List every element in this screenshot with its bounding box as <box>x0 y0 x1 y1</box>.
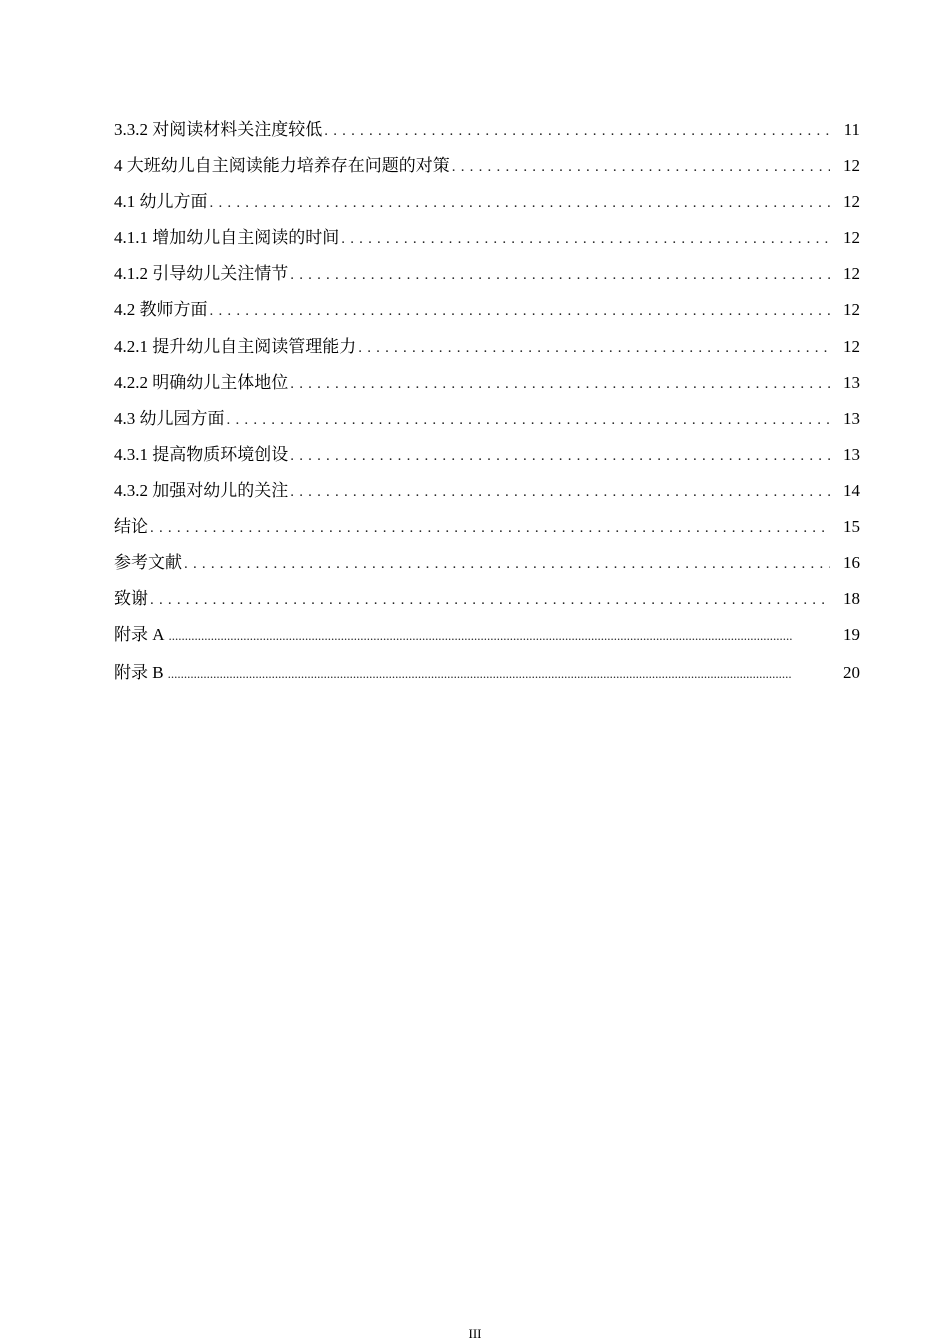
dot-leader <box>358 334 830 362</box>
toc-entry[interactable] <box>114 260 860 296</box>
dot-leader <box>227 406 831 434</box>
toc-entry[interactable] <box>114 152 860 188</box>
toc-entry[interactable] <box>114 296 860 332</box>
toc-entry-page: 12 <box>843 228 860 248</box>
toc-entry-page: 14 <box>843 480 860 500</box>
dot-leader <box>341 225 830 253</box>
toc-entry-page: 11 <box>843 120 860 139</box>
toc-entry-title: 4.3 幼儿园方面 <box>114 408 225 428</box>
toc-entry-page: 18 <box>843 589 860 609</box>
toc-entry-appendix-b[interactable] <box>114 659 860 697</box>
toc-entry-title: 附录 A <box>114 625 165 645</box>
toc-entry-page: 19 <box>843 625 860 645</box>
toc-entry-appendix-a[interactable] <box>114 621 860 659</box>
dot-leader <box>452 153 830 181</box>
dot-leader <box>290 478 830 506</box>
dot-leader <box>210 297 831 325</box>
toc-entry-title: 4 大班幼儿自主阅读能力培养存在问题的对策 <box>114 156 450 176</box>
dot-leader <box>184 550 830 578</box>
toc-entry-page: 12 <box>843 264 860 284</box>
dot-leader <box>290 442 830 470</box>
toc-entry[interactable] <box>114 441 860 477</box>
toc-entry-page: 13 <box>843 444 860 464</box>
dot-leader <box>290 370 830 398</box>
toc-entry-title: 结论 <box>114 517 148 537</box>
toc-entry-title: 4.3.1 提高物质环境创设 <box>114 444 289 464</box>
dot-leader <box>324 117 830 145</box>
dot-leader <box>150 514 830 542</box>
toc-entry[interactable] <box>114 405 860 441</box>
toc-entry-page: 13 <box>843 372 860 392</box>
toc-entry[interactable] <box>114 477 860 513</box>
dot-leader <box>290 261 830 289</box>
toc-entry-page: 20 <box>843 663 860 683</box>
toc-entry[interactable] <box>114 116 860 152</box>
toc-entry[interactable] <box>114 585 860 621</box>
toc-entry-title: 参考文献 <box>114 553 182 573</box>
toc-entry-page: 12 <box>843 336 860 356</box>
toc-entry-page: 13 <box>843 408 860 428</box>
toc-entry-title: 3.3.2 对阅读材料关注度较低 <box>114 120 323 139</box>
toc-entry[interactable] <box>114 224 860 260</box>
toc-entry-page: 12 <box>843 300 860 320</box>
toc-entry-title: 附录 B <box>114 663 164 683</box>
toc-entry-title: 4.1.1 增加幼儿自主阅读的时间 <box>114 228 340 248</box>
toc-entry-page: 15 <box>843 517 860 537</box>
toc-entry[interactable] <box>114 188 860 224</box>
toc-entry-title: 4.3.2 加强对幼儿的关注 <box>114 480 289 500</box>
toc-entry-title: 4.1 幼儿方面 <box>114 192 208 212</box>
toc-entry[interactable] <box>114 333 860 369</box>
toc-entry-title: 4.2.1 提升幼儿自主阅读管理能力 <box>114 336 357 356</box>
toc-entry-title: 4.2 教师方面 <box>114 300 208 320</box>
toc-entry-title: 致谢 <box>114 589 148 609</box>
table-of-contents <box>114 116 860 697</box>
toc-entry-title: 4.2.2 明确幼儿主体地位 <box>114 372 289 392</box>
dot-leader <box>150 586 830 614</box>
toc-entry[interactable] <box>114 513 860 549</box>
toc-entry[interactable] <box>114 369 860 405</box>
toc-entry-page: 12 <box>843 156 860 176</box>
toc-entry-title: 4.1.2 引导幼儿关注情节 <box>114 264 289 284</box>
toc-entry-page: 12 <box>843 192 860 212</box>
page-number: III <box>468 1326 482 1341</box>
dot-leader <box>169 622 834 650</box>
dot-leader <box>168 660 834 688</box>
dot-leader <box>210 189 831 217</box>
toc-entry-page: 16 <box>843 553 860 573</box>
toc-entry[interactable] <box>114 549 860 585</box>
